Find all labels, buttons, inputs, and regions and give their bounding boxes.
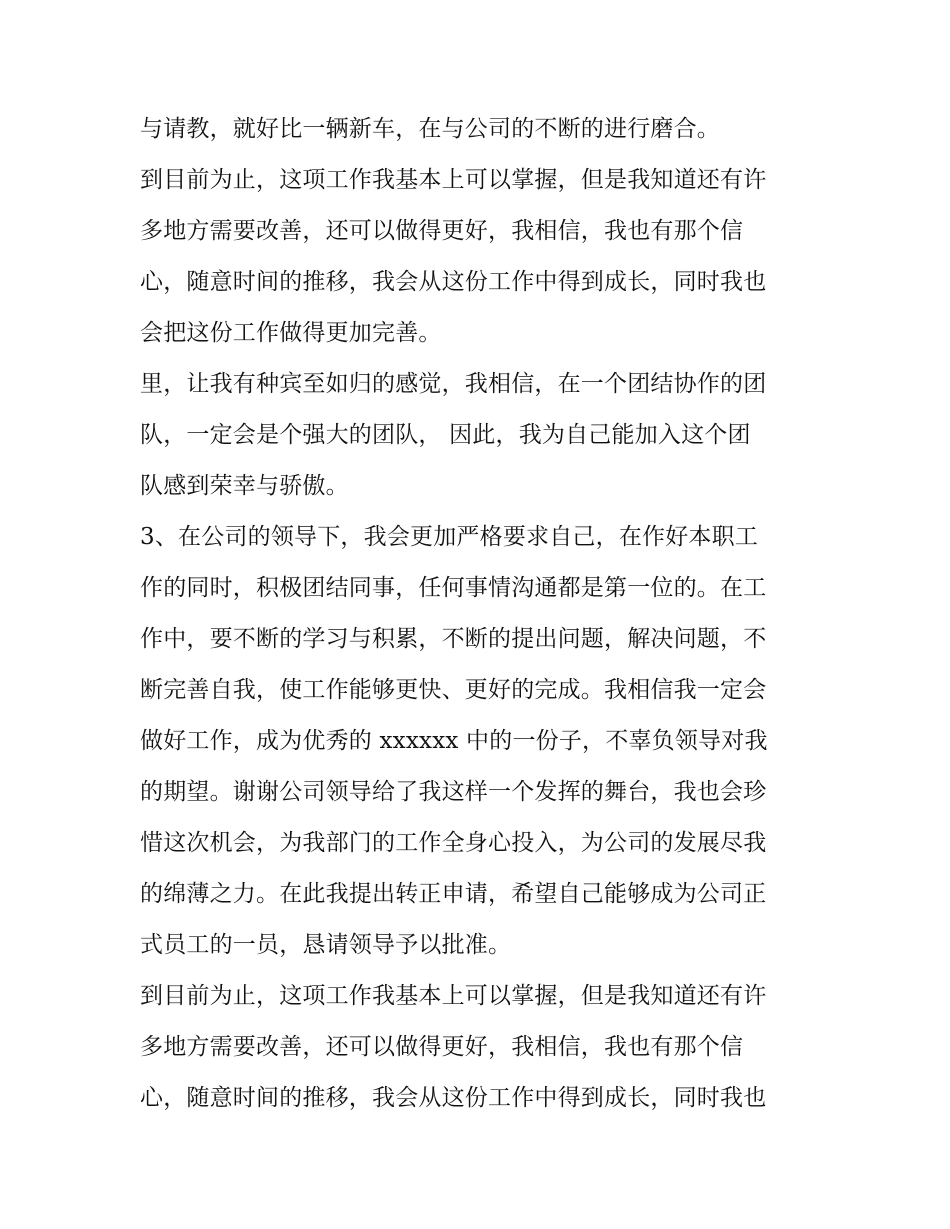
text-line: 做好工作，成为优秀的 xxxxxx 中的一份子，不辜负领导对我: [140, 728, 768, 754]
text-line: 惜这次机会，为我部门的工作全身心投入，为公司的发展尽我: [140, 830, 767, 856]
text-line: 式员工的一员，恳请领导予以批准。: [140, 932, 512, 958]
text-line: 到目前为止，这项工作我基本上可以掌握，但是我知道还有许: [140, 167, 767, 193]
text-line: 多地方需要改善，还可以做得更好，我相信，我也有那个信: [140, 218, 744, 244]
text-line: 队感到荣幸与骄傲。: [140, 473, 349, 499]
text-line: 会把这份工作做得更加完善。: [140, 320, 442, 346]
text-line: 断完善自我，使工作能够更快、更好的完成。我相信我一定会: [140, 677, 767, 703]
text-line: 心，随意时间的推移，我会从这份工作中得到成长，同时我也: [140, 1085, 767, 1111]
document-page: [140, 104, 820, 1124]
text-line: 心，随意时间的推移，我会从这份工作中得到成长，同时我也: [140, 269, 767, 295]
text-line: 作的同时，积极团结同事，任何事情沟通都是第一位的。在工: [140, 575, 767, 601]
text-line: 作中，要不断的学习与积累，不断的提出问题，解决问题，不: [140, 626, 767, 652]
text-line: 的期望。谢谢公司领导给了我这样一个发挥的舞台，我也会珍: [140, 779, 767, 805]
text-line: 队，一定会是个强大的团队， 因此，我为自己能加入这个团: [140, 422, 751, 448]
text-line: 多地方需要改善，还可以做得更好，我相信，我也有那个信: [140, 1034, 744, 1060]
text-line: 3、在公司的领导下，我会更加严格要求自己，在作好本职工: [140, 524, 759, 550]
text-line: 里，让我有种宾至如归的感觉，我相信，在一个团结协作的团: [140, 371, 767, 397]
text-line: 与请教，就好比一辆新车，在与公司的不断的进行磨合。: [140, 116, 720, 142]
text-line: 的绵薄之力。在此我提出转正申请，希望自己能够成为公司正: [140, 881, 767, 907]
text-line: 到目前为止，这项工作我基本上可以掌握，但是我知道还有许: [140, 983, 767, 1009]
